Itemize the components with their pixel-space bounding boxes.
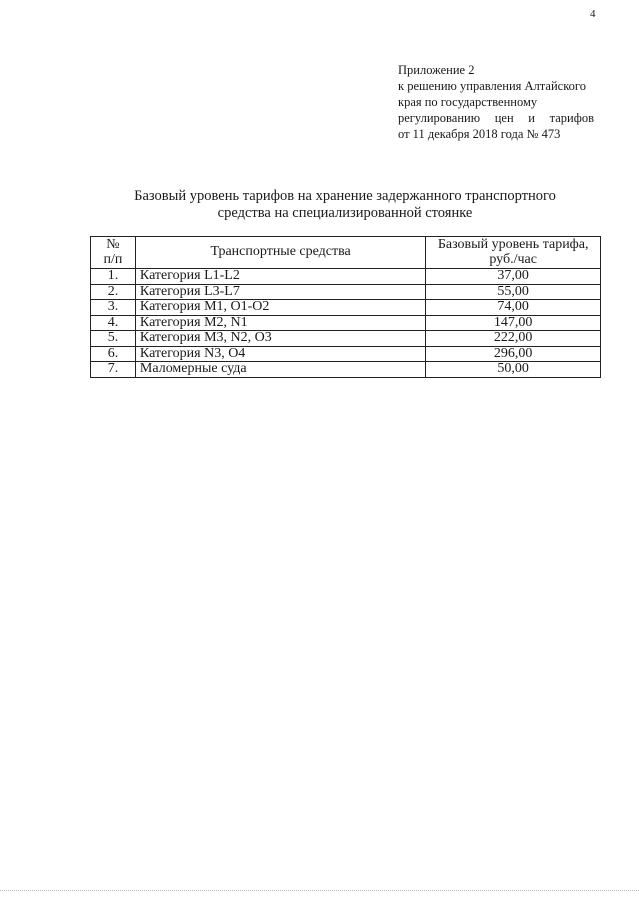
table-row — [91, 315, 601, 331]
header-rate-line: Базовый уровень тарифа, — [437, 237, 589, 252]
row-vehicle: Категория L1-L2 — [135, 269, 425, 285]
header-rate — [426, 237, 601, 269]
row-rate: 222,00 — [426, 331, 601, 347]
appendix-block — [398, 62, 594, 142]
appendix-word: тарифов — [549, 111, 594, 125]
row-vehicle: Маломерные суда — [135, 362, 425, 378]
page-number: 4 — [590, 8, 596, 20]
table-row — [91, 331, 601, 347]
row-rate: 147,00 — [426, 315, 601, 331]
row-vehicle: Категория M1, O1-O2 — [135, 300, 425, 316]
table-header-row — [91, 237, 601, 269]
row-vehicle: Категория M2, N1 — [135, 315, 425, 331]
table-body — [91, 269, 601, 378]
row-number: 6. — [91, 346, 136, 362]
appendix-date-line: от 11 декабря 2018 года № 473 — [398, 127, 561, 141]
row-rate: 55,00 — [426, 284, 601, 300]
title-line: средства на специализированной стоянке — [217, 205, 473, 221]
document-title — [90, 188, 600, 222]
row-rate: 50,00 — [426, 362, 601, 378]
row-rate: 74,00 — [426, 300, 601, 316]
appendix-word: и — [528, 111, 535, 125]
row-rate: 37,00 — [426, 269, 601, 285]
title-line: Базовый уровень тарифов на хранение задержанного транспортного — [134, 188, 556, 204]
page-bottom-edge — [0, 890, 639, 891]
row-vehicle: Категория L3-L7 — [135, 284, 425, 300]
header-num-line: п/п — [103, 251, 123, 267]
table-row — [91, 269, 601, 285]
row-rate: 296,00 — [426, 346, 601, 362]
appendix-line: Приложение 2 — [398, 63, 475, 77]
appendix-line: к решению управления Алтайского — [398, 79, 586, 93]
header-vehicle: Транспортные средства — [135, 237, 425, 269]
table-row — [91, 284, 601, 300]
row-number: 1. — [91, 269, 136, 285]
appendix-word: регулированию — [398, 111, 481, 125]
row-number: 7. — [91, 362, 136, 378]
row-number: 3. — [91, 300, 136, 316]
row-number: 2. — [91, 284, 136, 300]
appendix-word: цен — [494, 111, 514, 125]
table-row — [91, 300, 601, 316]
header-num — [91, 237, 136, 269]
row-number: 5. — [91, 331, 136, 347]
appendix-line: края по государственному — [398, 95, 538, 109]
table-row — [91, 362, 601, 378]
table-row — [91, 346, 601, 362]
appendix-justified-line — [398, 110, 594, 126]
header-num-line: № — [106, 237, 120, 252]
row-vehicle: Категория M3, N2, O3 — [135, 331, 425, 347]
row-vehicle: Категория N3, O4 — [135, 346, 425, 362]
tariff-table — [90, 236, 601, 378]
row-number: 4. — [91, 315, 136, 331]
header-rate-line: руб./час — [489, 251, 537, 267]
